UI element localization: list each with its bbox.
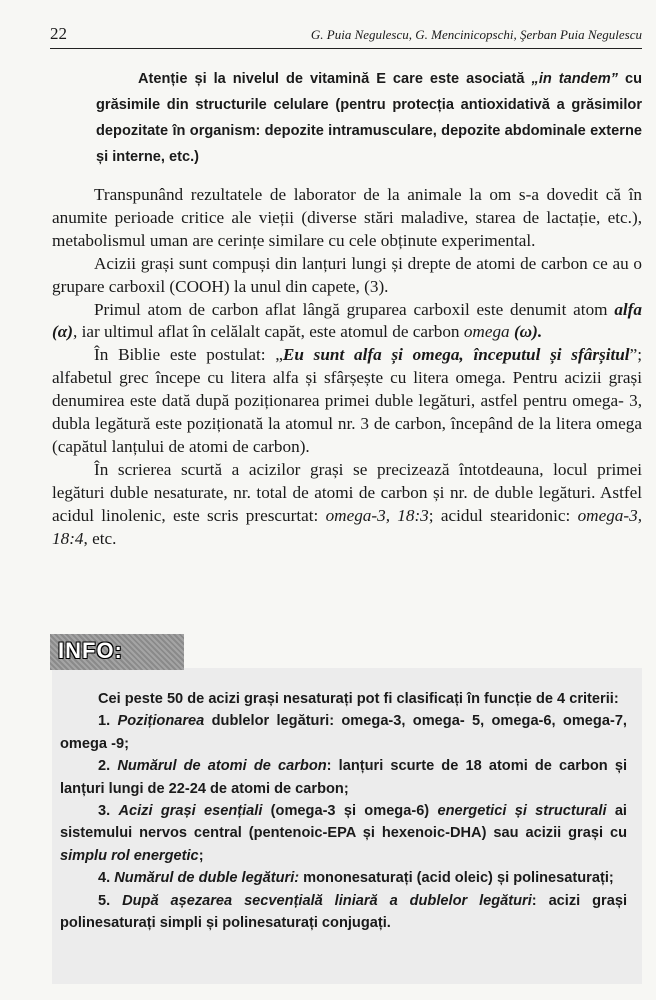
linolenic-notation: omega-3, 18:3	[325, 505, 429, 525]
p5-text-2: ; acidul stearidonic:	[428, 505, 578, 525]
c4-text: mononesaturați (acid oleic) și polinesaturați;	[299, 870, 614, 887]
c3-end: ;	[198, 847, 204, 864]
c3-term: Acizi grași esențiali	[118, 803, 263, 820]
note-text-start: Atenție și la nivelul de vitamină E care este asociată	[138, 71, 532, 87]
stearidonic-notation: omega-3, 18:4	[52, 505, 642, 548]
criterion-5	[60, 890, 627, 935]
paragraph-2: Acizii grași sunt compuși din lanțuri lungi și drepte de atomi de carbon ce au o grupare carboxil (COOH) la unul din capete, (3).	[52, 253, 642, 296]
page-header	[50, 22, 642, 49]
c3-term-2: energetici și structurali	[437, 803, 607, 820]
c1-text: dublelor legături: omega-3, omega- 5, omega-6, omega-7, omega -9;	[60, 713, 627, 752]
highlight-note	[96, 66, 642, 170]
omega-term: omega	[463, 322, 510, 342]
main-text	[52, 184, 642, 551]
c4-number: 4.	[98, 870, 115, 887]
alfa-term: alfa (α)	[52, 299, 642, 342]
c3-text-2: ai sistemului nervos central (pentenoic-EPA și hexenoic-DHA) sau acizii grași cu	[60, 803, 627, 842]
p5-text: În scrierea scurtă a acizilor grași se precizează întotdeauna, locul primei legături duble nesaturate, nr. total de atomi de carbon și nr. de duble legături. Astfel acidul linolenic, este scris prescurtat:	[52, 459, 642, 525]
criterion-2	[60, 755, 627, 800]
info-banner	[50, 634, 184, 670]
c5-term: După așezarea secvențială liniară a dublelor legături	[122, 892, 532, 909]
info-content	[60, 688, 627, 934]
info-intro: Cei peste 50 de acizi grași nesaturați pot fi clasificați în funcție de 4 criterii:	[98, 691, 619, 707]
criterion-4	[60, 867, 627, 889]
c1-term: Poziționarea	[117, 713, 205, 730]
c5-text: : acizi grași polinesaturați simpli și polinesaturați conjugați.	[60, 892, 627, 932]
running-head-authors: G. Puia Negulescu, G. Mencinicopschi, Şerban Puia Negulescu	[310, 27, 642, 42]
c3-text: (omega-3 și omega-6)	[262, 803, 438, 820]
p3-text: Primul atom de carbon aflat lângă gruparea carboxil este denumit atom	[94, 299, 615, 319]
p4-text: În Biblie este postulat: „	[94, 345, 283, 365]
p4-text-2: ”; alfabetul grec începe cu litera alfa și sfârșește cu litera omega. Pentru acizii grași denumirea este dată după poziționarea primei duble legături, astfel pentru omega- 3, dubla legătură este poziționată la atomul nr. 3 de carbon, începând de la litera omega (capătul lanțului de atomi de carbon).	[52, 345, 642, 456]
page-number: 22	[50, 24, 67, 43]
p5-text-3: , etc.	[83, 528, 117, 548]
paragraph-1: Transpunând rezultatele de laborator de la animale la om s-a dovedit că în anumite perioade critice ale vieții (diverse stări maladive, starea de lactație, etc.), metabolismul uman are cerințe similare cu cele obținute experimental.	[52, 185, 642, 250]
c5-number: 5.	[98, 892, 123, 909]
paragraph-3	[52, 299, 642, 345]
note-text-end: cu grăsimile din structurile celulare (pentru protecția antioxidativă a grăsimilor depozitate în organism: depozite intramusculare, depozite abdominale externe și interne, etc.)	[96, 71, 643, 165]
omega-symbol: (ω).	[509, 322, 543, 342]
note-in-tandem: „in tandem”	[531, 71, 618, 87]
c3-term-3: simplu rol energetic	[60, 847, 199, 864]
p3-text-2: , iar ultimul aflat în celălalt capăt, este atomul de carbon	[72, 322, 464, 342]
criterion-1	[60, 710, 627, 755]
c2-number: 2.	[98, 758, 118, 775]
c2-text: : lanțuri scurte de 18 atomi de carbon și lanțuri lungi de 22-24 de atomi de carbon;	[60, 758, 627, 797]
c3-number: 3.	[98, 803, 119, 820]
paragraph-5	[52, 459, 642, 551]
info-label: INFO:	[58, 638, 123, 663]
paragraph-4	[52, 344, 642, 459]
bible-quote: Eu sunt alfa și omega, începutul și sfârșitul	[282, 345, 630, 365]
criterion-3	[60, 800, 627, 867]
c4-term: Numărul de duble legături:	[114, 870, 300, 887]
c1-number: 1.	[98, 713, 118, 730]
c2-term: Numărul de atomi de carbon	[117, 758, 327, 775]
